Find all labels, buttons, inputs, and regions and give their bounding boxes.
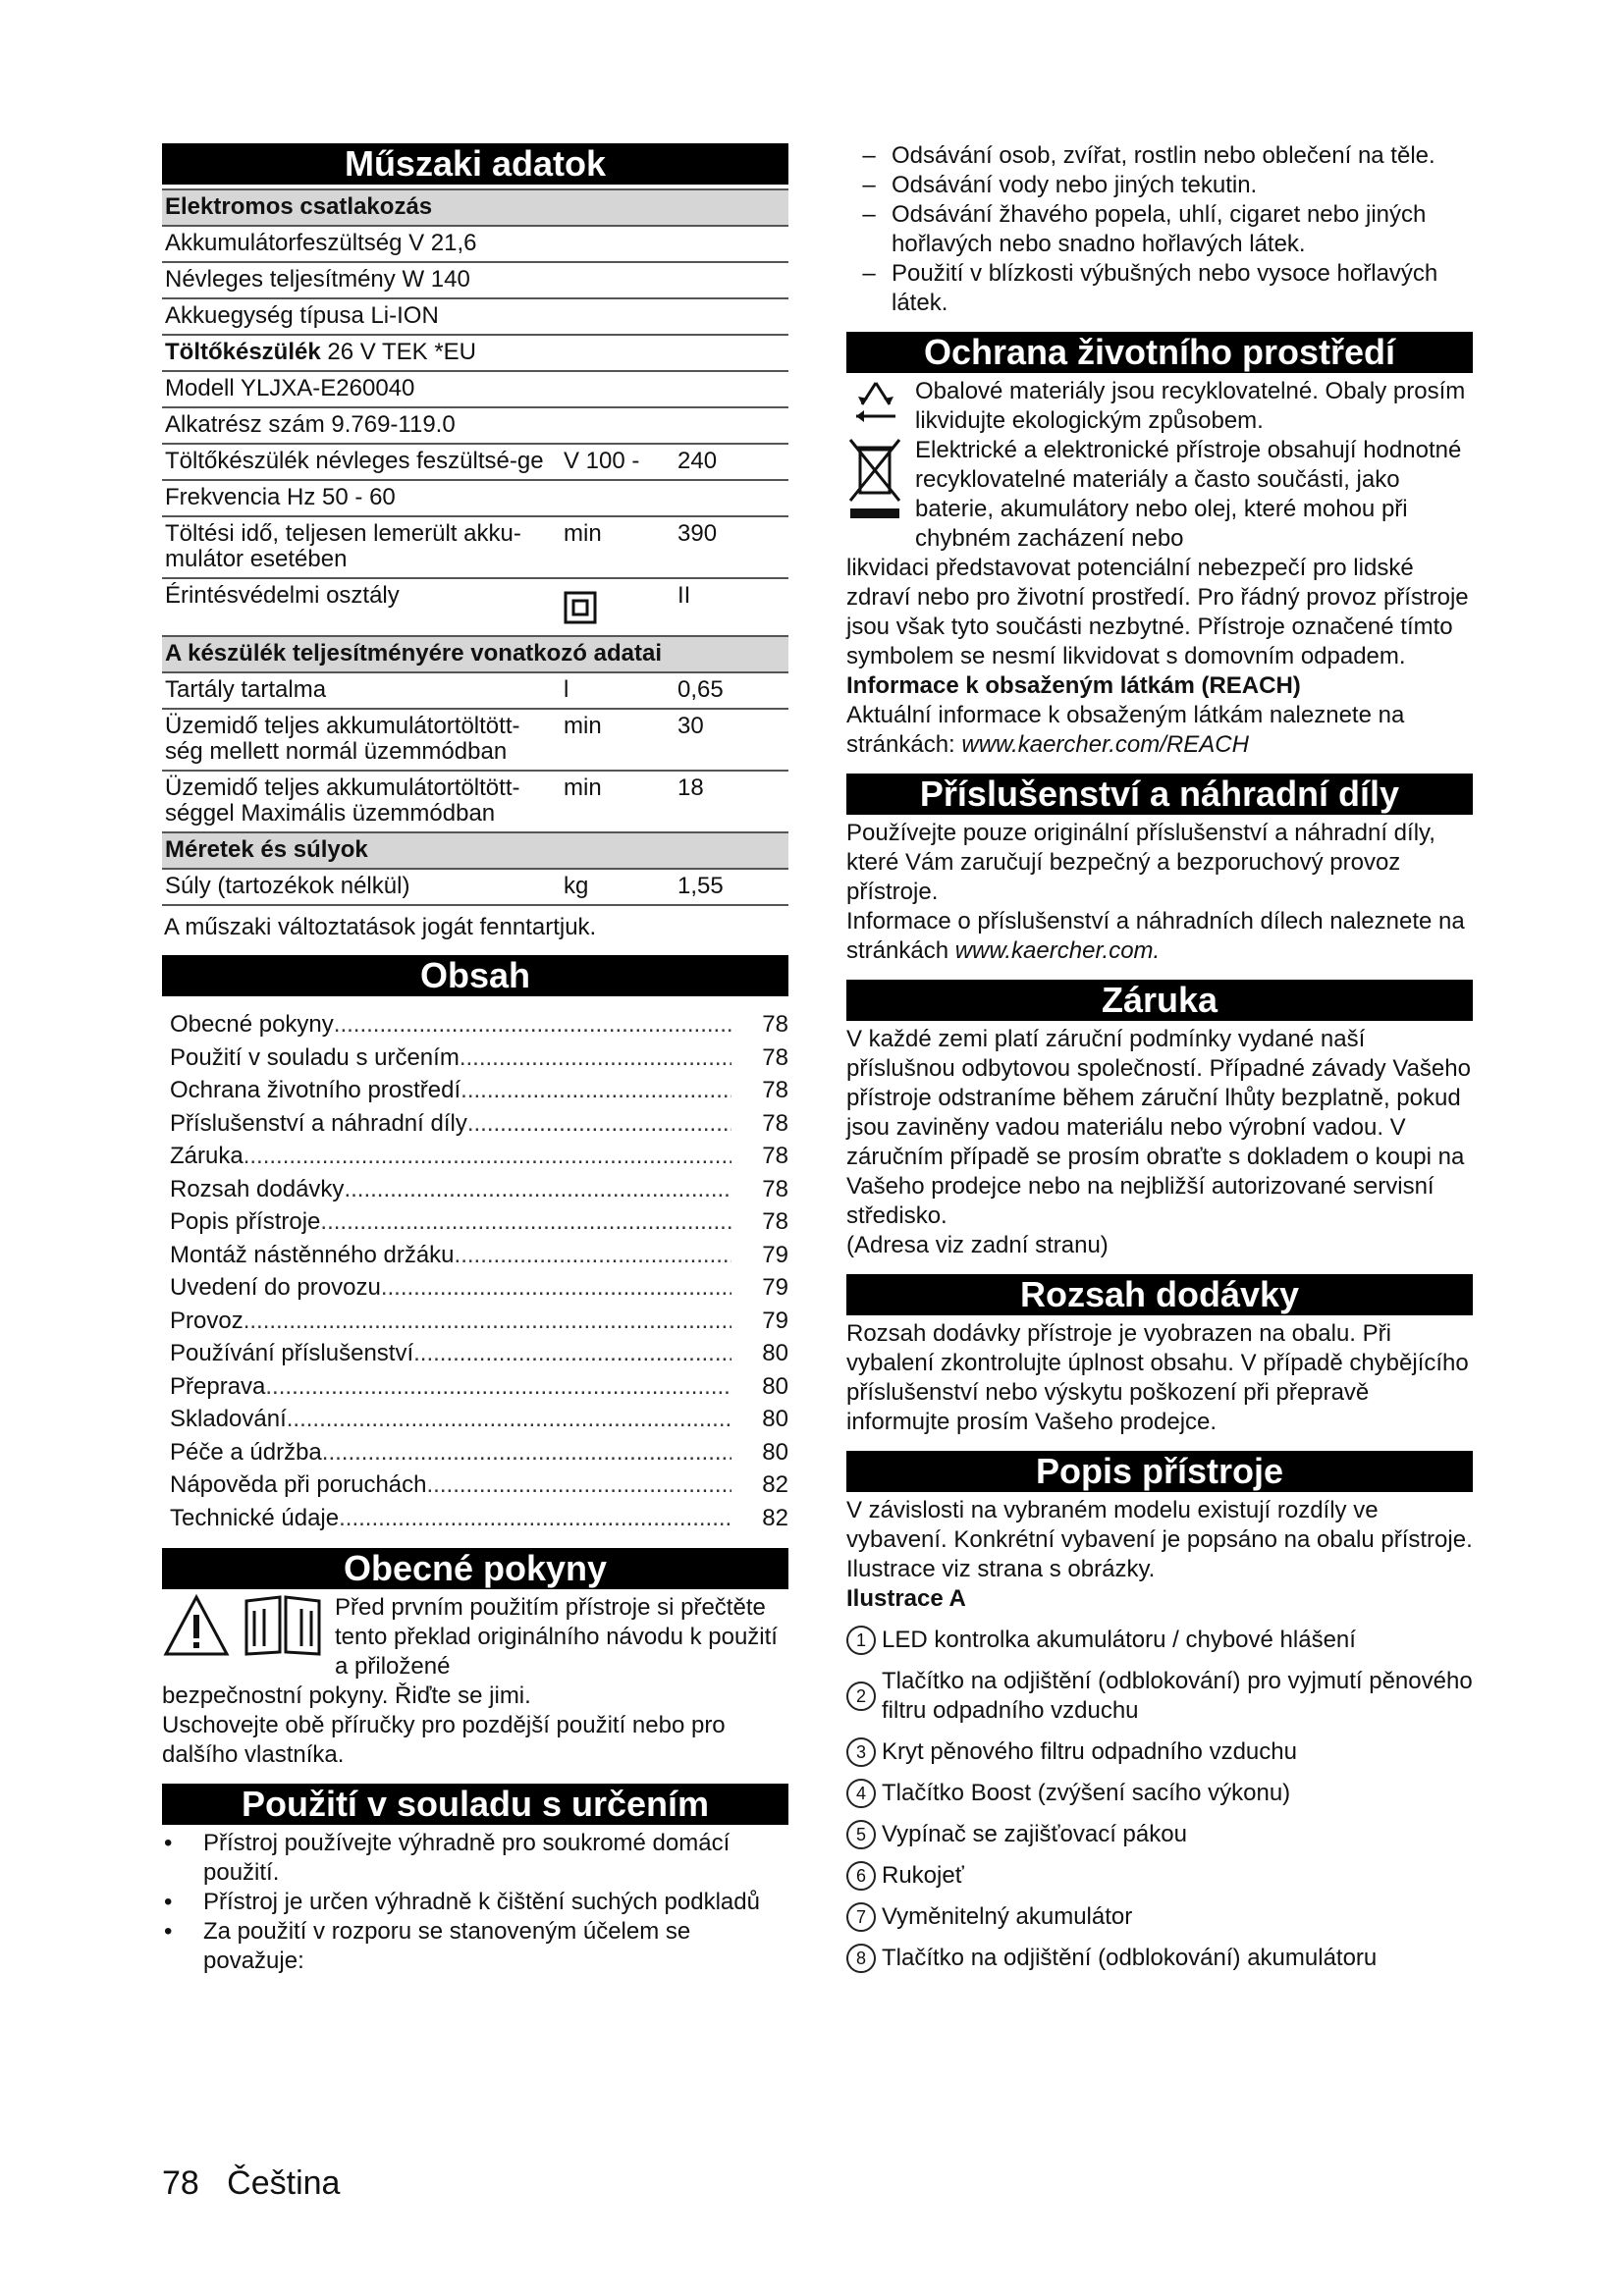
legend-number: 3 <box>846 1737 876 1767</box>
spec-value <box>675 480 788 516</box>
legend-text: LED kontrolka akumulátoru / chybové hlášení <box>882 1627 1356 1653</box>
dash-marker: – <box>862 260 876 287</box>
toc-leader <box>413 1337 731 1370</box>
charger-row: Töltőkészülék 26 V TEK *EU <box>162 335 788 371</box>
spec-row <box>162 516 788 578</box>
toc-item[interactable] <box>170 1140 788 1173</box>
spec-row <box>162 672 788 709</box>
tech-note: A műszaki változtatások jogát fenntartjuk. <box>164 914 597 940</box>
toc-title: Rozsah dodávky <box>170 1175 345 1202</box>
spec-value: II <box>675 578 788 636</box>
toc-title: Obecné pokyny <box>170 1011 334 1038</box>
legend-text: Vypínač se zajišťovací pákou <box>882 1821 1187 1847</box>
spec-row <box>162 371 788 407</box>
toc-leader <box>265 1370 731 1404</box>
accessories-text-1: Používejte pouze originální příslušenství a náhradní díly, které Vám zaručují bezpečný a bezporuchový provoz přístroje. <box>846 820 1435 905</box>
toc-title: Technické údaje <box>170 1504 340 1531</box>
toc-leader <box>460 1041 731 1075</box>
toc-item[interactable] <box>170 1502 788 1535</box>
section-electric: Elektromos csatlakozás <box>162 189 788 226</box>
toc-page: 80 <box>762 1438 788 1466</box>
toc-leader <box>322 1436 731 1469</box>
legend-text: Kryt pěnového filtru odpadního vzduchu <box>882 1738 1297 1765</box>
warranty-text-2: (Adresa viz zadní stranu) <box>846 1232 1109 1258</box>
toc-leader <box>287 1403 731 1436</box>
misuse-item <box>846 259 1473 318</box>
spec-unit: min <box>561 709 675 771</box>
spec-label: Frekvencia Hz 50 - 60 <box>162 480 561 516</box>
legend-number: 1 <box>846 1626 876 1655</box>
toc-item[interactable] <box>170 1107 788 1141</box>
spec-label: Tartály tartalma <box>162 672 561 709</box>
toc-page: 78 <box>762 1143 788 1169</box>
legend-item <box>846 1737 1473 1767</box>
legend-item <box>846 1944 1473 1973</box>
legend-number: 7 <box>846 1902 876 1932</box>
spec-label: Töltési idő, teljesen lemerült akku-mulátor esetében <box>162 516 561 578</box>
toc-item[interactable] <box>170 1271 788 1305</box>
spec-label: Akkumulátorfeszültség V 21,6 <box>162 226 561 262</box>
reach-link[interactable]: www.kaercher.com/REACH <box>961 731 1249 758</box>
general-text-1: Před prvním použitím přístroje si přečtěte tento překlad originálního návodu k použití a přiložené <box>335 1594 778 1680</box>
spec-unit: l <box>561 672 675 709</box>
toc-title: Popis přístroje <box>170 1208 321 1235</box>
dash-marker: – <box>862 201 876 228</box>
spec-value <box>675 262 788 298</box>
use-bullet <box>162 1829 788 1888</box>
environment-text-2: Elektrické a elektronické přístroje obsahují hodnotné recyklovatelné materiály a často součásti, jako baterie, akumulátory nebo olej, které mohou při chybném zacházení nebo <box>915 437 1462 552</box>
general-heading: Obecné pokyny <box>162 1548 788 1589</box>
spec-label: Alkatrész szám 9.769-119.0 <box>162 407 561 444</box>
toc-page: 79 <box>762 1307 788 1334</box>
toc-item[interactable] <box>170 1041 788 1075</box>
bullet-text: Přístroj používejte výhradně pro soukromé domácí použití. <box>203 1830 731 1886</box>
legend-number: 6 <box>846 1861 876 1891</box>
footer-language: Čeština <box>227 2164 341 2202</box>
bullet-marker: • <box>164 1918 173 1945</box>
legend-item <box>846 1626 1473 1655</box>
dash-marker: – <box>862 172 876 198</box>
warranty-heading: Záruka <box>846 980 1473 1021</box>
toc-page: 80 <box>762 1372 788 1400</box>
spec-row <box>162 869 788 905</box>
legend-number: 4 <box>846 1779 876 1808</box>
toc-leader <box>381 1271 731 1305</box>
protection-class-ii-icon <box>564 591 597 624</box>
spec-row <box>162 226 788 262</box>
toc-title: Záruka <box>170 1143 244 1169</box>
spec-row <box>162 480 788 516</box>
spec-label: Üzemidő teljes akkumulátortöltött-ség mellett normál üzemmódban <box>162 709 561 771</box>
toc-title: Použití v souladu s určením <box>170 1043 460 1071</box>
use-bullet <box>162 1888 788 1917</box>
toc-page: 78 <box>762 1043 788 1071</box>
legend-number: 2 <box>846 1682 876 1711</box>
accessories-heading: Příslušenství a náhradní díly <box>846 774 1473 815</box>
legend-number: 8 <box>846 1944 876 1973</box>
spec-value: 1,55 <box>675 869 788 905</box>
misuse-text: Použití v blízkosti výbušných nebo vysoce hořlavých látek. <box>892 260 1438 316</box>
warranty-text-1: V každé zemi platí záruční podmínky vydané naší příslušnou odbytovou společností. Případné závady Vašeho přístroje odstraníme během záruční lhůty bezplatně, pokud jsou zaviněny vadou materiálu nebo výrobní vadou. V záručním případě se prosím obraťte s dokladem o koupi na Vašeho prodejce nebo na nejbližší autorizované servisní středisko. <box>846 1026 1471 1229</box>
misuse-text: Odsávání vody nebo jiných tekutin. <box>892 172 1258 198</box>
use-heading: Použití v souladu s určením <box>162 1784 788 1825</box>
bullet-marker: • <box>164 1830 173 1856</box>
crossed-bin-icon <box>846 436 905 530</box>
table-of-contents <box>170 1008 788 1534</box>
toc-title: Skladování <box>170 1406 287 1432</box>
spec-label: Súly (tartozékok nélkül) <box>162 869 561 905</box>
left-column <box>162 143 788 1976</box>
accessories-text-2: Informace o příslušenství a náhradních dílech naleznete na stránkách www.kaercher.com. <box>846 908 1465 964</box>
legend-item <box>846 1667 1473 1726</box>
misuse-item <box>846 200 1473 259</box>
spec-label: Üzemidő teljes akkumulátortöltött-séggel Maximális üzemmódban <box>162 771 561 832</box>
toc-page: 78 <box>762 1175 788 1202</box>
manual-book-icon <box>241 1593 325 1658</box>
toc-page: 78 <box>762 1077 788 1103</box>
general-text-1b: bezpečnostní pokyny. Řiďte se jimi. <box>162 1682 531 1709</box>
description-text-2: Ilustrace viz strana s obrázky. <box>846 1556 1156 1582</box>
spec-value <box>675 226 788 262</box>
bullet-text: Za použití v rozporu se stanoveným účelem se považuje: <box>203 1918 691 1974</box>
legend-item <box>846 1861 1473 1891</box>
spec-value: 390 <box>675 516 788 578</box>
spec-label: Modell YLJXA-E260040 <box>162 371 561 407</box>
legend-text: Vyměnitelný akumulátor <box>882 1903 1133 1930</box>
toc-page: 78 <box>762 1109 788 1137</box>
spec-row <box>162 709 788 771</box>
toc-item[interactable] <box>170 1074 788 1107</box>
spec-value: 240 <box>675 444 788 480</box>
toc-item[interactable] <box>170 1337 788 1370</box>
spec-unit <box>561 298 675 335</box>
spec-label: Névleges teljesítmény W 140 <box>162 262 561 298</box>
spec-unit <box>561 371 675 407</box>
toc-item[interactable] <box>170 1173 788 1206</box>
page-footer <box>162 2164 340 2203</box>
section-performance: A készülék teljesítményére vonatkozó adatai <box>162 636 788 672</box>
toc-title: Přeprava <box>170 1372 266 1400</box>
legend-text: Tlačítko na odjištění (odblokování) pro vyjmutí pěnového filtru odpadního vzduchu <box>882 1668 1473 1724</box>
toc-page: 79 <box>762 1241 788 1268</box>
toc-page: 78 <box>762 1011 788 1038</box>
toc-page: 80 <box>762 1406 788 1432</box>
misuse-item <box>846 171 1473 200</box>
toc-title: Montáž nástěnného držáku <box>170 1241 455 1268</box>
spec-value: 18 <box>675 771 788 832</box>
toc-leader <box>339 1502 731 1535</box>
spec-label: Érintésvédelmi osztály <box>162 578 561 636</box>
misuse-text: Odsávání žhavého popela, uhlí, cigaret nebo jiných hořlavých nebo snadno hořlavých látek. <box>892 201 1427 257</box>
spec-value <box>675 407 788 444</box>
spec-value <box>675 371 788 407</box>
toc-page: 78 <box>762 1208 788 1235</box>
spec-label: Akkuegység típusa Li-ION <box>162 298 561 335</box>
toc-leader <box>334 1008 731 1041</box>
description-heading: Popis přístroje <box>846 1451 1473 1492</box>
figure-label: Ilustrace A <box>846 1585 966 1612</box>
toc-item[interactable] <box>170 1008 788 1041</box>
spec-unit <box>561 480 675 516</box>
spec-value: 30 <box>675 709 788 771</box>
use-bullet <box>162 1917 788 1976</box>
spec-unit <box>561 262 675 298</box>
toc-leader <box>320 1205 731 1239</box>
toc-title: Provoz <box>170 1307 244 1334</box>
misuse-text: Odsávání osob, zvířat, rostlin nebo oblečení na těle. <box>892 142 1435 169</box>
spec-unit <box>561 578 675 636</box>
spec-row <box>162 298 788 335</box>
toc-page: 82 <box>762 1471 788 1498</box>
spec-row <box>162 771 788 832</box>
tech-data-table <box>162 188 788 906</box>
spec-unit: V 100 - <box>561 444 675 480</box>
description-text-1: V závislosti na vybraném modelu existují rozdíly ve vybavení. Konkrétní vybavení je popsáno na obalu přístroje. <box>846 1497 1473 1553</box>
toc-leader <box>460 1074 731 1107</box>
legend-number: 5 <box>846 1820 876 1849</box>
legend-text: Tlačítko Boost (zvýšení sacího výkonu) <box>882 1780 1291 1806</box>
toc-heading: Obsah <box>162 955 788 996</box>
spec-unit <box>561 407 675 444</box>
toc-leader <box>427 1468 731 1502</box>
spec-row <box>162 578 788 636</box>
misuse-item <box>846 141 1473 171</box>
scope-heading: Rozsah dodávky <box>846 1274 1473 1315</box>
environment-text-2b: likvidaci představovat potenciální nebezpečí pro lidské zdraví nebo pro životní prostředí. Pro řádný provoz přístroje jsou však tyto součásti nezbytné. Přístroje označené tímto symbolem se nesmí likvidovat s domovním odpadem. <box>846 555 1469 669</box>
spec-value <box>675 298 788 335</box>
toc-item[interactable] <box>170 1205 788 1239</box>
parts-legend <box>846 1626 1473 1973</box>
scope-text: Rozsah dodávky přístroje je vyobrazen na obalu. Při vybalení zkontrolujte úplnost obsahu. V případě chybějícího příslušenství nebo výskytu poškození při přepravě informujte prosím Vašeho prodejce. <box>846 1320 1469 1435</box>
toc-leader <box>467 1107 731 1141</box>
legend-item <box>846 1902 1473 1932</box>
bullet-marker: • <box>164 1889 173 1915</box>
toc-item[interactable] <box>170 1436 788 1469</box>
toc-title: Péče a údržba <box>170 1438 322 1466</box>
bullet-text: Přístroj je určen výhradně k čištění suchých podkladů <box>203 1889 760 1915</box>
toc-title: Ochrana životního prostředí <box>170 1077 461 1103</box>
spec-row <box>162 262 788 298</box>
legend-item <box>846 1820 1473 1849</box>
page-number: 78 <box>162 2164 199 2202</box>
spec-label: Töltőkészülék névleges feszültsé-ge <box>162 444 561 480</box>
toc-leader <box>455 1239 731 1272</box>
spec-unit: min <box>561 516 675 578</box>
reach-text: Aktuální informace k obsaženým látkám naleznete na stránkách: www.kaercher.com/REACH <box>846 702 1405 758</box>
toc-title: Příslušenství a náhradní díly <box>170 1109 467 1137</box>
toc-title: Používání příslušenství <box>170 1340 414 1366</box>
spec-value: 0,65 <box>675 672 788 709</box>
legend-item <box>846 1779 1473 1808</box>
spec-row <box>162 444 788 480</box>
spec-row <box>162 407 788 444</box>
spec-unit: min <box>561 771 675 832</box>
recycling-icon <box>846 377 905 432</box>
accessories-link[interactable]: www.kaercher.com. <box>954 937 1161 964</box>
toc-leader <box>244 1140 731 1173</box>
toc-item[interactable] <box>170 1468 788 1502</box>
toc-page: 79 <box>762 1274 788 1301</box>
spec-unit: kg <box>561 869 675 905</box>
legend-text: Tlačítko na odjištění (odblokování) akumulátoru <box>882 1945 1378 1971</box>
toc-leader <box>344 1173 731 1206</box>
spec-unit <box>561 226 675 262</box>
environment-heading: Ochrana životního prostředí <box>846 332 1473 373</box>
toc-page: 82 <box>762 1504 788 1531</box>
toc-page: 80 <box>762 1340 788 1366</box>
toc-title: Uvedení do provozu <box>170 1274 381 1301</box>
environment-text-1: Obalové materiály jsou recyklovatelné. Obaly prosím likvidujte ekologickým způsobem. <box>915 378 1466 434</box>
warning-triangle-icon <box>162 1593 231 1658</box>
toc-item[interactable] <box>170 1305 788 1338</box>
toc-leader <box>244 1305 731 1338</box>
misuse-list <box>846 141 1473 318</box>
tech-data-heading: Műszaki adatok <box>162 143 788 185</box>
dash-marker: – <box>862 142 876 169</box>
toc-item[interactable] <box>170 1370 788 1404</box>
general-text-2: Uschovejte obě příručky pro pozdější použití nebo pro dalšího vlastníka. <box>162 1712 726 1768</box>
use-bullets <box>162 1829 788 1976</box>
section-dimensions: Méretek és súlyok <box>162 832 788 869</box>
reach-title: Informace k obsaženým látkám (REACH) <box>846 672 1301 699</box>
right-column <box>846 141 1473 1973</box>
toc-title: Nápověda při poruchách <box>170 1471 427 1498</box>
toc-item[interactable] <box>170 1239 788 1272</box>
legend-text: Rukojeť <box>882 1862 964 1889</box>
toc-item[interactable] <box>170 1403 788 1436</box>
